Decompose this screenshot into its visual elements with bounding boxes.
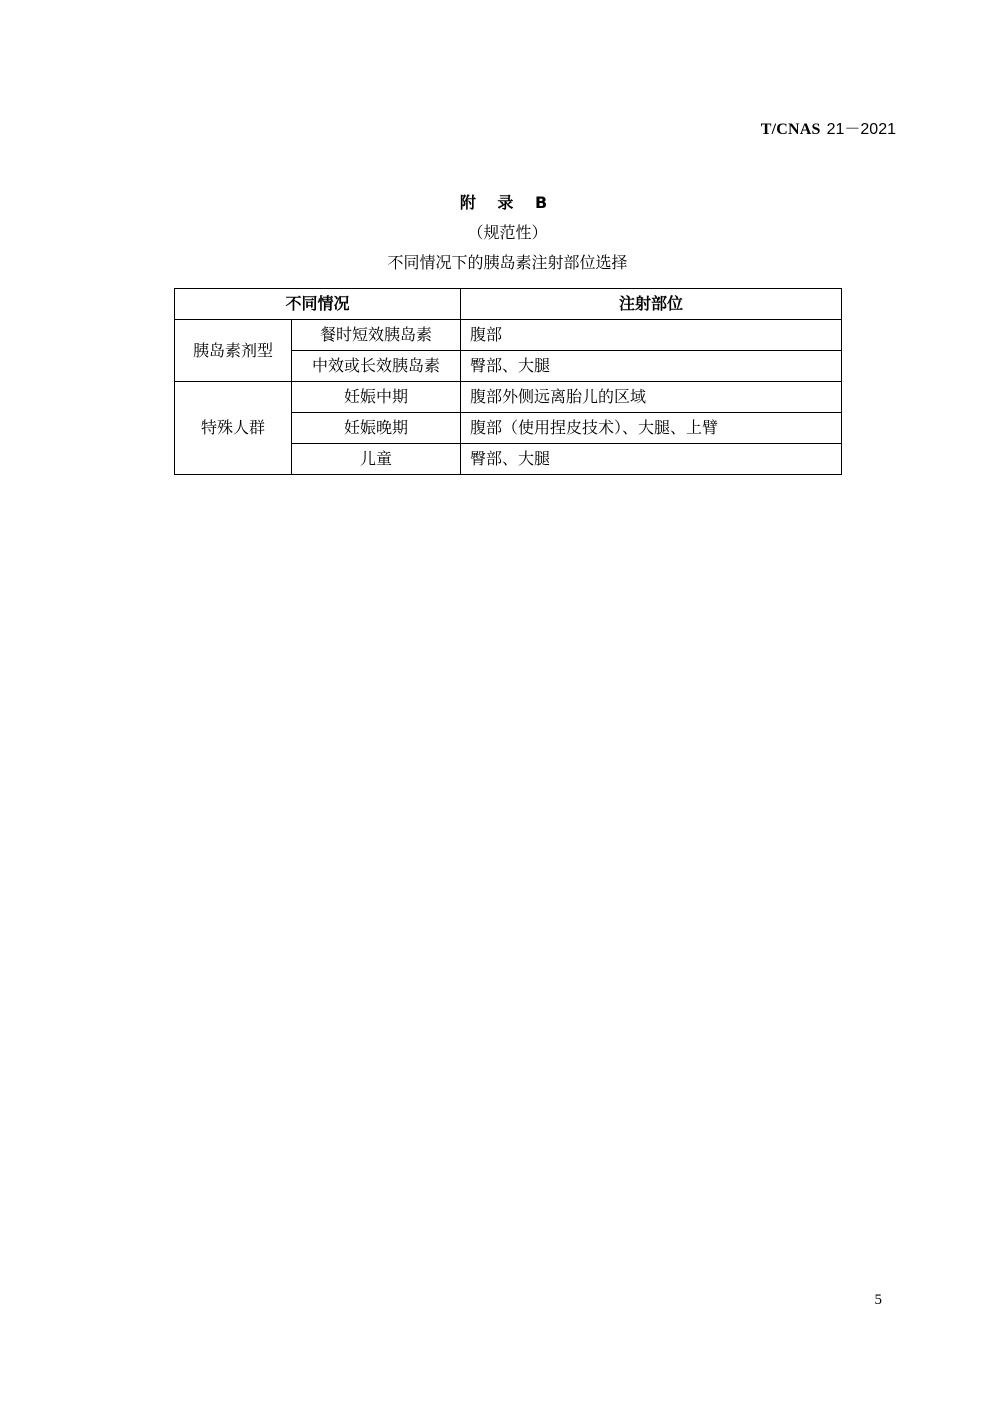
condition-cell: 妊娠中期 bbox=[292, 382, 461, 413]
table-row bbox=[175, 382, 842, 413]
header-condition: 不同情况 bbox=[175, 289, 461, 320]
site-cell: 腹部 bbox=[461, 320, 842, 351]
category-cell: 胰岛素剂型 bbox=[175, 320, 292, 382]
category-cell: 特殊人群 bbox=[175, 382, 292, 475]
site-cell: 腹部（使用捏皮技术）、大腿、上臂 bbox=[461, 413, 842, 444]
document-code-number: 21－2021 bbox=[826, 121, 896, 138]
condition-cell: 餐时短效胰岛素 bbox=[292, 320, 461, 351]
table-row bbox=[175, 320, 842, 351]
appendix-title: 附 录 B bbox=[459, 193, 556, 212]
header-injection-site: 注射部位 bbox=[461, 289, 842, 320]
injection-site-table bbox=[174, 288, 842, 475]
appendix-heading: 不同情况下的胰岛素注射部位选择 bbox=[387, 253, 628, 272]
condition-cell: 妊娠晚期 bbox=[292, 413, 461, 444]
page-number: 5 bbox=[874, 1292, 882, 1308]
site-cell: 臀部、大腿 bbox=[461, 351, 842, 382]
condition-cell: 中效或长效胰岛素 bbox=[292, 351, 461, 382]
condition-cell: 儿童 bbox=[292, 444, 461, 475]
appendix-type: （规范性） bbox=[467, 223, 548, 242]
site-cell: 臀部、大腿 bbox=[461, 444, 842, 475]
table-header-row bbox=[175, 289, 842, 320]
site-cell: 腹部外侧远离胎儿的区域 bbox=[461, 382, 842, 413]
document-code bbox=[761, 118, 896, 141]
document-code-prefix: T/CNAS bbox=[760, 121, 821, 138]
